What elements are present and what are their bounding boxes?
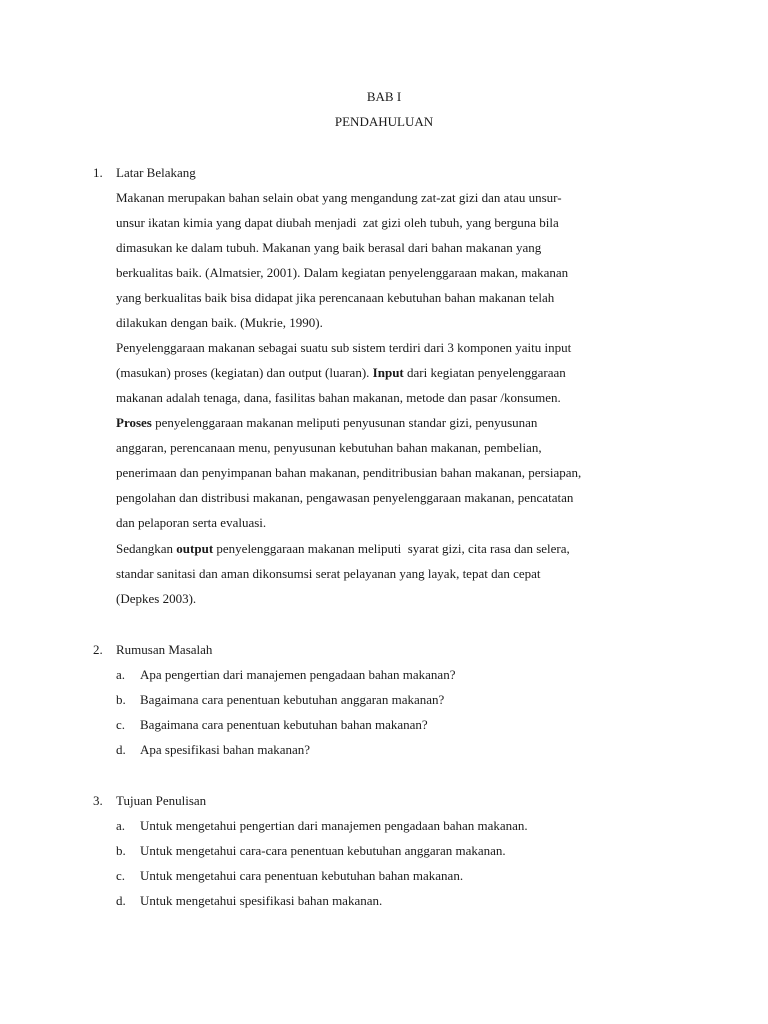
bold-term-input: Input (372, 365, 404, 380)
paragraph-line: makanan adalah tenaga, dana, fasilitas bahan makanan, metode dan pasar /konsumen. (116, 390, 561, 405)
text-run: Sedangkan (116, 541, 177, 556)
list-item: Bagaimana cara penentuan kebutuhan anggaran makanan? (140, 692, 445, 707)
paragraph-line: standar sanitasi dan aman dikonsumsi serat pelayanan yang layak, tepat dan cepat (116, 566, 541, 581)
paragraph-line: penerimaan dan penyimpanan bahan makanan, penditribusian bahan makanan, persiapan, (116, 465, 582, 480)
paragraph-line (116, 541, 570, 557)
section-number: 3. (93, 793, 103, 808)
section-title-tujuan-penulisan: Tujuan Penulisan (116, 793, 207, 808)
paragraph-line: yang berkualitas baik bisa didapat jika perencanaan kebutuhan bahan makanan telah (116, 290, 555, 305)
list-item-letter: c. (116, 717, 126, 732)
text-run: penyelenggaraan makanan meliputi penyusunan standar gizi, penyusunan (151, 415, 538, 430)
chapter-label: BAB I (366, 89, 402, 104)
list-item: Untuk mengetahui cara penentuan kebutuhan bahan makanan. (140, 868, 464, 883)
paragraph-line: dilakukan dengan baik. (Mukrie, 1990). (116, 315, 323, 330)
paragraph-line: Makanan merupakan bahan selain obat yang mengandung zat-zat gizi dan atau unsur- (116, 190, 562, 205)
list-item: Bagaimana cara penentuan kebutuhan bahan makanan? (140, 717, 428, 732)
list-item-letter: b. (116, 843, 126, 858)
list-item: Untuk mengetahui cara-cara penentuan kebutuhan anggaran makanan. (140, 843, 506, 858)
section-number: 2. (93, 642, 103, 657)
paragraph-line: pengolahan dan distribusi makanan, pengawasan penyelenggaraan makanan, pencatatan (116, 490, 574, 505)
paragraph-line: berkualitas baik. (Almatsier, 2001). Dalam kegiatan penyelenggaraan makan, makanan (116, 265, 569, 280)
text-run: (masukan) proses (kegiatan) dan output (luaran). (116, 365, 373, 380)
paragraph-line: Penyelenggaraan makanan sebagai suatu sub sistem terdiri dari 3 komponen yaitu input (116, 340, 572, 355)
list-item: Apa spesifikasi bahan makanan? (140, 742, 311, 757)
section-number: 1. (93, 165, 103, 180)
paragraph-line: dan pelaporan serta evaluasi. (116, 515, 267, 530)
list-item-letter: c. (116, 868, 126, 883)
text-run: penyelenggaraan makanan meliputi syarat gizi, cita rasa dan selera, (213, 541, 570, 556)
list-item-letter: d. (116, 893, 126, 908)
chapter-title: PENDAHULUAN (334, 114, 434, 129)
paragraph-line: (Depkes 2003). (116, 591, 197, 606)
paragraph-line (116, 365, 566, 381)
list-item-letter: a. (116, 667, 126, 682)
bold-term-output: output (176, 541, 214, 556)
text-run: dari kegiatan penyelenggaraan (403, 365, 566, 380)
paragraph-line: dimasukan ke dalam tubuh. Makanan yang baik berasal dari bahan makanan yang (116, 240, 542, 255)
list-item: Untuk mengetahui pengertian dari manajemen pengadaan bahan makanan. (140, 818, 528, 833)
paragraph-line (116, 415, 537, 431)
section-title-rumusan-masalah: Rumusan Masalah (116, 642, 213, 657)
paragraph-line: unsur ikatan kimia yang dapat diubah menjadi zat gizi oleh tubuh, yang berguna bila (116, 215, 559, 230)
bold-term-proses: Proses (116, 415, 152, 430)
list-item: Untuk mengetahui spesifikasi bahan makanan. (140, 893, 383, 908)
list-item-letter: d. (116, 742, 126, 757)
list-item: Apa pengertian dari manajemen pengadaan bahan makanan? (140, 667, 456, 682)
list-item-letter: b. (116, 692, 126, 707)
paragraph-line: anggaran, perencanaan menu, penyusunan kebutuhan bahan makanan, pembelian, (116, 440, 542, 455)
section-title-latar-belakang: Latar Belakang (116, 165, 196, 180)
list-item-letter: a. (116, 818, 126, 833)
